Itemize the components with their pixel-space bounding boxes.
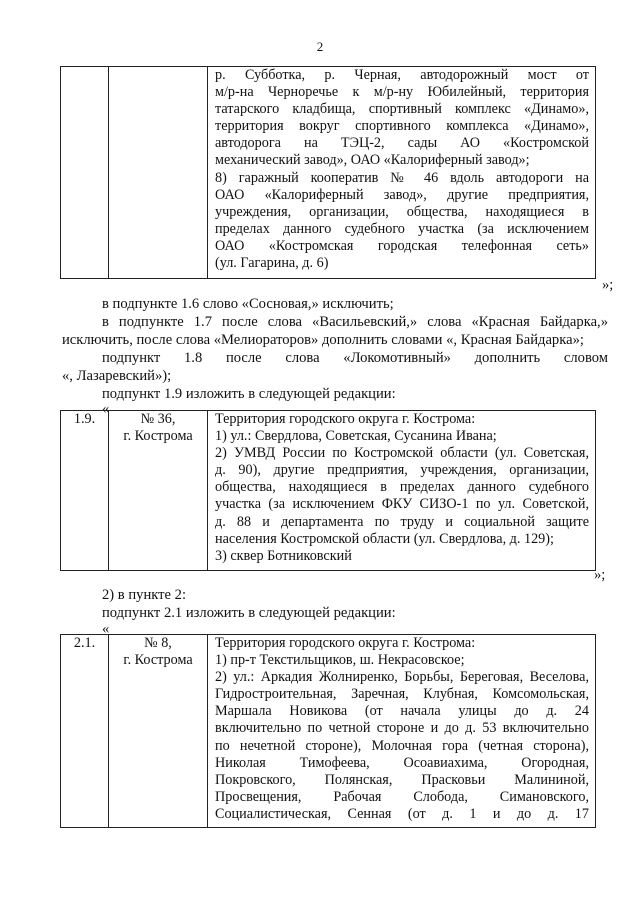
table1-territory-cell xyxy=(208,67,596,279)
table3-line: Просвещения, Рабочая Слобода, Симановского, xyxy=(215,788,589,805)
table1-closing-quote: »; xyxy=(602,277,614,293)
paragraph-1-8-line1: подпункт 1.8 после слова «Локомотивный» дополнить словом xyxy=(102,350,608,366)
table3-court-number: № 8, xyxy=(144,635,172,651)
paragraph-2-1: подпункт 2.1 изложить в следующей редакции: xyxy=(102,605,396,621)
table3-line: Территория городского округа г. Кострома: xyxy=(215,635,476,651)
table1-line: ОАО «Калориферный завод», другие предприятия, xyxy=(215,186,589,203)
table2-court-city: г. Кострома xyxy=(123,428,193,445)
table2-closing-quote: »; xyxy=(594,567,606,583)
table3-court-cell xyxy=(109,635,208,828)
open-quote: « xyxy=(102,401,110,417)
table2-row-number: 1.9. xyxy=(73,411,96,427)
table3-line: 1) пр-т Текстильщиков, ш. Некрасовское; xyxy=(215,652,465,669)
table2-line: населения Костромской области (ул. Свердлова, д. 129); xyxy=(215,530,554,547)
table2-line: участка (за исключением ФКУ СИЗО-1 по ул. Советской, xyxy=(215,496,589,513)
table1-line: пределах данного судебного участка (за исключением xyxy=(215,220,589,237)
table1-line: автодорога на ТЭЦ-2, сады АО «Костромской xyxy=(215,135,589,152)
table2-line: 1) ул.: Свердлова, Советская, Сусанина Ивана; xyxy=(215,428,497,445)
table1-line: р. Субботка, р. Черная, автодорожный мост от xyxy=(215,67,589,83)
court-district-table-continuation xyxy=(60,66,596,279)
table3-line: Покровского, Полянская, Прасковьи Малининой, xyxy=(215,771,589,788)
paragraph-1-7-line1: в подпункте 1.7 после слова «Васильевский,» слова «Красная Байдарка,» xyxy=(102,314,608,330)
table3-line: по нечетной стороне), Молочная гора (четная сторона), xyxy=(215,737,589,754)
table3-line: 2) ул.: Аркадия Жолниренко, Борьбы, Береговая, Веселова, xyxy=(215,669,589,686)
table1-line: татарского кладбища, спортивный комплекс «Динамо», xyxy=(215,101,589,118)
table3-line: Гидростроительная, Заречная, Клубная, Комсомольская, xyxy=(215,686,589,703)
table1-line: ОАО «Костромская городская телефонная сеть» xyxy=(215,237,589,254)
table3-line: Николая Тимофеева, Осоавиахима, Огородная, xyxy=(215,754,589,771)
table3-number-cell xyxy=(61,635,109,828)
table2-line: д. 88 и департамента по труду и социальной защите xyxy=(215,513,589,530)
paragraph-point-2: 2) в пункте 2: xyxy=(102,587,187,603)
table2-territory-cell xyxy=(208,411,596,571)
table2-court-cell xyxy=(109,411,208,571)
open-quote-2: « xyxy=(102,621,110,637)
paragraph-1-9: подпункт 1.9 изложить в следующей редакции: xyxy=(102,386,396,402)
table1-line: (ул. Гагарина, д. 6) xyxy=(215,255,329,272)
table2-line: 2) УМВД России по Костромской области (ул. Советская, xyxy=(215,445,589,462)
court-district-table-1-9 xyxy=(60,410,596,571)
table2-line: 3) сквер Ботниковский xyxy=(215,547,352,564)
page-number: 2 xyxy=(316,39,324,54)
table1-court-cell xyxy=(109,67,208,279)
table3-line: включительно по четной стороне и до д. 53 включительно xyxy=(215,720,589,737)
paragraph-1-6: в подпункте 1.6 слово «Сосновая,» исключить; xyxy=(102,296,394,312)
table1-line: территория вокруг спортивного комплекса «Динамо», xyxy=(215,118,589,135)
paragraph-1-8-line2: «, Лазаревский»); xyxy=(62,368,172,384)
table3-line: Маршала Новикова (от начала улицы до д. 24 xyxy=(215,703,589,720)
table1-line: учреждения, организации, общества, находящиеся в xyxy=(215,203,589,220)
court-district-table-2-1 xyxy=(60,634,596,828)
table3-territory-cell xyxy=(208,635,596,828)
table3-line: Социалистическая, Сенная (от д. 1 и до д. 17 xyxy=(215,805,589,822)
table2-court-number: № 36, xyxy=(140,411,176,427)
table3-row-number: 2.1. xyxy=(73,635,96,651)
table1-number-cell xyxy=(61,67,109,279)
table2-line: Территория городского округа г. Кострома: xyxy=(215,411,476,427)
table2-line: общества, находящиеся в пределах данного судебного xyxy=(215,479,589,496)
table1-line: м/р-на Черноречье к м/р-ну Юбилейный, территория xyxy=(215,84,589,101)
paragraph-1-7-line2: исключить, после слова «Мелиораторов» дополнить словами «, Красная Байдарка»; xyxy=(62,332,584,348)
table2-number-cell xyxy=(61,411,109,571)
table1-line: механический завод», ОАО «Калориферный завод»; xyxy=(215,152,530,169)
table3-court-city: г. Кострома xyxy=(123,652,193,669)
table1-line: 8) гаражный кооператив № 46 вдоль автодороги на xyxy=(215,169,589,186)
table2-line: д. 90), другие предприятия, учреждения, организации, xyxy=(215,462,589,479)
